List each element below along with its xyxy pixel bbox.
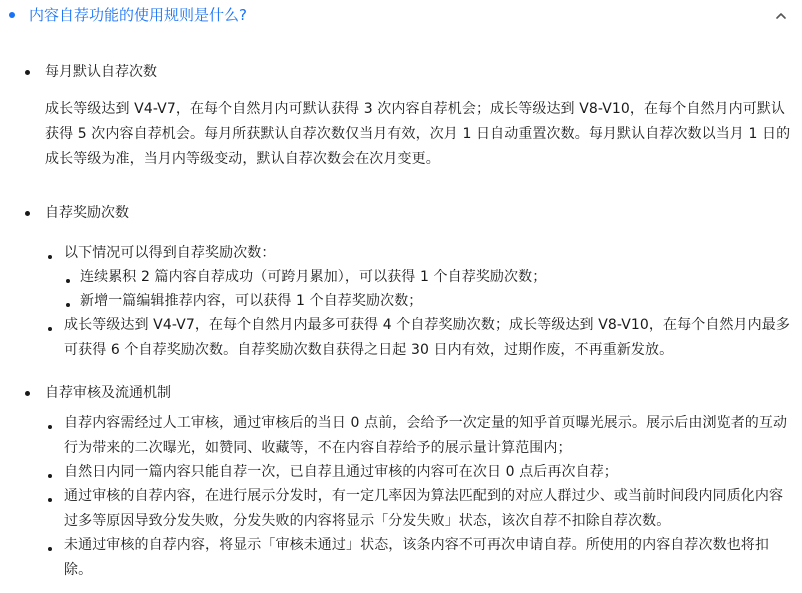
list-bullet-icon — [48, 327, 52, 331]
faq-question-header[interactable] — [0, 0, 802, 34]
list-item: 成长等级达到 V4-V7，在每个自然月内最多可获得 4 个自荐奖励次数；成长等级达到 V8-V10，在每个自然月内最多可获得 6 个自荐奖励次数。自荐奖励次数自获得之日起 30 日内有效，过期作废，不再重新发放。 — [64, 317, 790, 358]
list-item: 通过审核的自荐内容，在进行展示分发时，有一定几率因为算法匹配到的对应人群过少、或当前时间段内同质化内容过多等原因导致分发失败，分发失败的内容将显示「分发失败」状态，该次自荐不扣除自荐次数。 — [64, 488, 784, 529]
section-bullet-icon — [25, 70, 30, 75]
section-title-monthly: 每月默认自荐次数 — [45, 64, 157, 80]
list-bullet-icon — [48, 255, 52, 259]
list-bullet-icon — [48, 547, 52, 551]
list-bullet-icon — [66, 279, 70, 283]
list-bullet-icon — [48, 498, 52, 502]
list-item: 连续累积 2 篇内容自荐成功（可跨月累加），可以获得 1 个自荐奖励次数； — [80, 269, 547, 285]
list-bullet-icon — [48, 425, 52, 429]
question-bullet-icon — [9, 12, 15, 18]
list-item: 以下情况可以得到自荐奖励次数： — [64, 245, 276, 261]
list-item: 新增一篇编辑推荐内容，可以获得 1 个自荐奖励次数； — [80, 293, 423, 309]
list-item: 自然日内同一篇内容只能自荐一次，已自荐且通过审核的内容可在次日 0 点后再次自荐； — [64, 464, 618, 480]
list-item: 自荐内容需经过人工审核，通过审核后的当日 0 点前，会给予一次定量的知乎首页曝光展示。展示后由浏览者的互动行为带来的二次曝光，如赞同、收藏等，不在内容自荐给予的展示量计算范围内； — [64, 415, 788, 456]
list-bullet-icon — [48, 474, 52, 478]
section-title-review: 自荐审核及流通机制 — [45, 385, 171, 401]
faq-question-title[interactable]: 内容自荐功能的使用规则是什么? — [29, 6, 247, 24]
section-bullet-icon — [25, 211, 30, 216]
list-item: 未通过审核的自荐内容，将显示「审核未通过」状态，该条内容不可再次申请自荐。所使用的内容自荐次数也将扣除。 — [64, 537, 769, 578]
section-bullet-icon — [25, 391, 30, 396]
chevron-up-icon[interactable] — [774, 8, 788, 22]
section-title-bonus: 自荐奖励次数 — [45, 205, 129, 221]
section-paragraph-monthly: 成长等级达到 V4-V7，在每个自然月内可默认获得 3 次内容自荐机会；成长等级达到 V8-V10，在每个自然月内可默认获得 5 次内容自荐机会。每月所获默认自荐次数仅当月有效，次月 1 日自动重置次数。每月默认自荐次数以当月 1 日的成长等级为准，当月内等级变动，默认自荐次数会在次月变更。 — [45, 101, 791, 167]
list-bullet-icon — [66, 303, 70, 307]
